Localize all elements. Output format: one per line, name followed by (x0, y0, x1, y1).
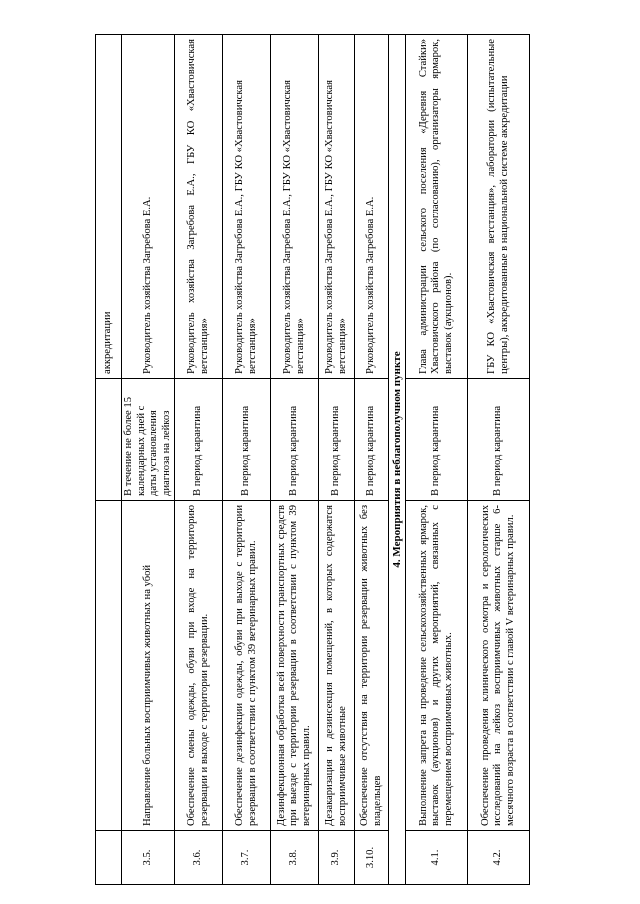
row-responsible: Глава администрации сельского поселения «Деревня Стайки» Хвастовичского района (по согласованию), организаторы ярмарок, выставок (аукционов). (406, 35, 468, 379)
row-number: 3.6. (175, 831, 223, 885)
table-row (468, 35, 530, 885)
row-term: В период карантина (319, 379, 355, 501)
row-responsible: Руководитель хозяйства Загребова Е.А. (355, 35, 389, 379)
row-responsible: Руководитель хозяйства Загребова Е.А., ГБУ КО «Хвастовичская ветстанция» (223, 35, 271, 379)
row-term (96, 379, 122, 501)
row-term: В период карантина (468, 379, 530, 501)
row-responsible: аккредитации (96, 35, 122, 379)
row-number: 3.8. (271, 831, 319, 885)
table-row (175, 35, 223, 885)
row-term: В период карантина (271, 379, 319, 501)
table-row (96, 35, 122, 885)
table-row (122, 35, 175, 885)
row-measure (96, 501, 122, 831)
row-measure: Дезакаризация и дезинсекция помещений, в которых содержатся восприимчивые животные (319, 501, 355, 831)
measures-table (95, 34, 530, 885)
row-measure: Выполнение запрета на проведение сельскохозяйственных ярмарок, выставок (аукционов) и других мероприятий, связанных с перемещением восприимчивых животных. (406, 501, 468, 831)
row-measure: Обеспечение смены одежды, обуви при входе на территорию резервации и выходе с территории резервации. (175, 501, 223, 831)
row-term: В период карантина (406, 379, 468, 501)
table-row (355, 35, 389, 885)
table-row (271, 35, 319, 885)
row-measure: Обеспечение дезинфекции одежды, обуви при выходе с территории резервации в соответствии с пунктом 39 ветеринарных правил. (223, 501, 271, 831)
section-header-row (389, 35, 406, 885)
row-measure: Обеспечение отсутствия на территории резервации животных без владельцев (355, 501, 389, 831)
row-number: 3.10. (355, 831, 389, 885)
table-row (406, 35, 468, 885)
section-title: 4. Мероприятия в неблагополучном пункте (389, 35, 406, 885)
row-responsible: Руководитель хозяйства Загребова Е.А., ГБУ КО «Хвастовичская ветстанция» (319, 35, 355, 379)
row-measure: Направление больных восприимчивых животных на убой (122, 501, 175, 831)
row-term: В период карантина (175, 379, 223, 501)
row-responsible: ГБУ КО «Хвастовичская ветстанция», лаборатории (испытательные центры), аккредитованные в национальной системе аккредитации (468, 35, 530, 379)
row-number: 4.1. (406, 831, 468, 885)
row-measure: Дезинфекционная обработка всей поверхности транспортных средств при выезде с территории резервации в соответствии с пунктом 39 ветеринарных правил. (271, 501, 319, 831)
row-responsible: Руководитель хозяйства Загребова Е.А. (122, 35, 175, 379)
row-number: 3.7. (223, 831, 271, 885)
row-term: В течение не более 15 календарных дней с даты установления диагноза на лейкоз (122, 379, 175, 501)
row-term: В период карантина (223, 379, 271, 501)
table-row (319, 35, 355, 885)
table-row (223, 35, 271, 885)
row-number: 3.5. (122, 831, 175, 885)
row-number (96, 831, 122, 885)
row-number: 4.2. (468, 831, 530, 885)
row-responsible: Руководитель хозяйства Загребова Е.А., ГБУ КО «Хвастовичская ветстанция» (271, 35, 319, 379)
row-term: В период карантина (355, 379, 389, 501)
row-responsible: Руководитель хозяйства Загребова Е.А., ГБУ КО «Хвастовичская ветстанция» (175, 35, 223, 379)
row-number: 3.9. (319, 831, 355, 885)
row-measure: Обеспечение проведения клинического осмотра и серологических исследований на лейкоз восприимчивых животных старше 6-месячного возраста в соответствии с главой V ветеринарных правил. (468, 501, 530, 831)
rotated-table-container (95, 35, 519, 885)
